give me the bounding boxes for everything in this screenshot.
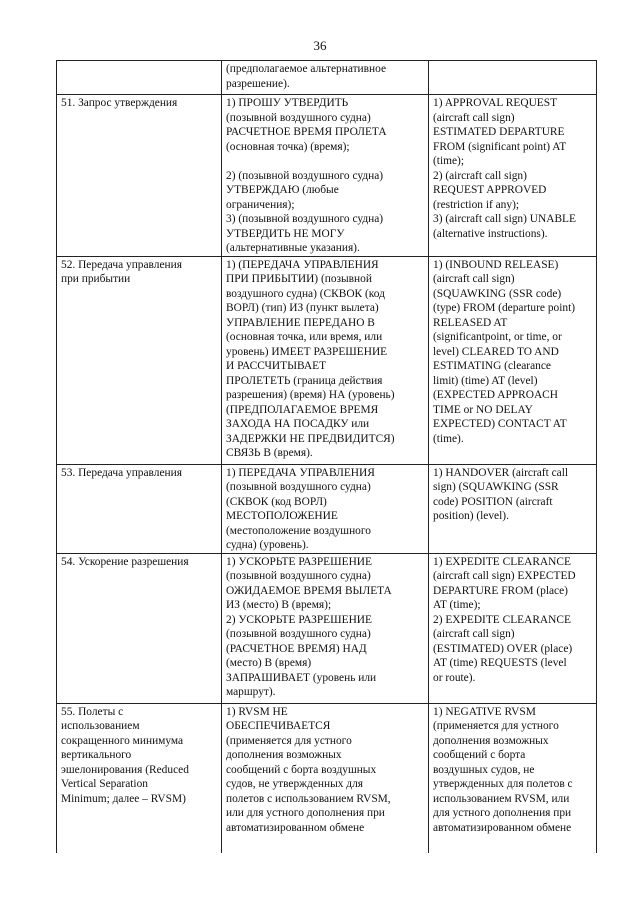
item-number-cell: 54. Ускорение разрешения xyxy=(57,553,222,703)
item-number-cell: 51. Запрос утверждения xyxy=(57,95,222,257)
table-row xyxy=(57,703,597,853)
english-phrase-cell: 1) NEGATIVE RVSM (применяется для устного дополнения возможных сообщений с борта воздушных судов, не утвержденных для полетов с использованием RVSM, или для устного дополнения при автоматизированном обмене xyxy=(429,703,597,853)
table-row xyxy=(57,464,597,553)
russian-phrase-cell: 1) ПЕРЕДАЧА УПРАВЛЕНИЯ (позывной воздушного судна) (СКВОК (код ВОРЛ) МЕСТОПОЛОЖЕНИЕ (местоположение воздушного судна) (уровень). xyxy=(222,464,429,553)
russian-phrase-cell: 1) ПРОШУ УТВЕРДИТЬ (позывной воздушного судна) РАСЧЕТНОЕ ВРЕМЯ ПРОЛЕТА (основная точка) (время); 2) (позывной воздушного судна) УТВЕРЖДАЮ (любые ограничения); 3) (позывной воздушного судна) УТВЕРДИТЬ НЕ МОГУ (альтернативные указания). xyxy=(222,95,429,257)
table-row xyxy=(57,61,597,95)
table-row xyxy=(57,553,597,703)
page-number: 36 xyxy=(313,38,327,53)
english-phrase-cell xyxy=(429,61,597,95)
russian-phrase-cell: (предполагаемое альтернативное разрешение). xyxy=(222,61,429,95)
english-phrase-cell: 1) (INBOUND RELEASE) (aircraft call sign) (SQUAWKING (SSR code) (type) FROM (departure point) RELEASED AT (significantpoint, or time, or level) CLEARED TO AND ESTIMATING (clearance limit) (time) AT (level) (EXPECTED APPROACH TIME or NO DELAY EXPECTED) CONTACT AT (time). xyxy=(429,256,597,464)
table-row xyxy=(57,95,597,257)
table-row xyxy=(57,256,597,464)
russian-phrase-cell: 1) RVSM НЕ ОБЕСПЕЧИВАЕТСЯ (применяется для устного дополнения возможных сообщений с борта воздушных судов, не утвержденных для полетов с использованием RVSM, или для устного дополнения при автоматизированном обмене xyxy=(222,703,429,853)
phraseology-table xyxy=(56,60,597,853)
russian-phrase-cell: 1) УСКОРЬТЕ РАЗРЕШЕНИЕ (позывной воздушного судна) ОЖИДАЕМОЕ ВРЕМЯ ВЫЛЕТА ИЗ (место) В (время); 2) УСКОРЬТЕ РАЗРЕШЕНИЕ (позывной воздушного судна) (РАСЧЕТНОЕ ВРЕМЯ) НАД (место) В (время) ЗАПРАШИВАЕТ (уровень или маршрут). xyxy=(222,553,429,703)
english-phrase-cell: 1) HANDOVER (aircraft call sign) (SQUAWKING (SSR code) POSITION (aircraft position) (level). xyxy=(429,464,597,553)
english-phrase-cell: 1) EXPEDITE CLEARANCE (aircraft call sign) EXPECTED DEPARTURE FROM (place) AT (time); 2) EXPEDITE CLEARANCE (aircraft call sign) (ESTIMATED) OVER (place) AT (time) REQUESTS (level or route). xyxy=(429,553,597,703)
item-number-cell xyxy=(57,61,222,95)
item-number-cell: 52. Передача управления при прибытии xyxy=(57,256,222,464)
item-number-cell: 55. Полеты с использованием сокращенного минимума вертикального эшелонирования (Reduced Vertical Separation Minimum; далее – RVSM) xyxy=(57,703,222,853)
item-number-cell: 53. Передача управления xyxy=(57,464,222,553)
english-phrase-cell: 1) APPROVAL REQUEST (aircraft call sign) ESTIMATED DEPARTURE FROM (significant point) AT (time); 2) (aircraft call sign) REQUEST APPROVED (restriction if any); 3) (aircraft call sign) UNABLE (alternative instructions). xyxy=(429,95,597,257)
russian-phrase-cell: 1) (ПЕРЕДАЧА УПРАВЛЕНИЯ ПРИ ПРИБЫТИИ) (позывной воздушного судна) (СКВОК (код ВОРЛ) (тип) ИЗ (пункт вылета) УПРАВЛЕНИЕ ПЕРЕДАНО В (основная точка, или время, или уровень) ИМЕЕТ РАЗРЕШЕНИЕ И РАССЧИТЫВАЕТ ПРОЛЕТЕТЬ (граница действия разрешения) (время) НА (уровень) (ПРЕДПОЛАГАЕМОЕ ВРЕМЯ ЗАХОДА НА ПОСАДКУ или ЗАДЕРЖКИ НЕ ПРЕДВИДИТСЯ) СВЯЗЬ В (время). xyxy=(222,256,429,464)
